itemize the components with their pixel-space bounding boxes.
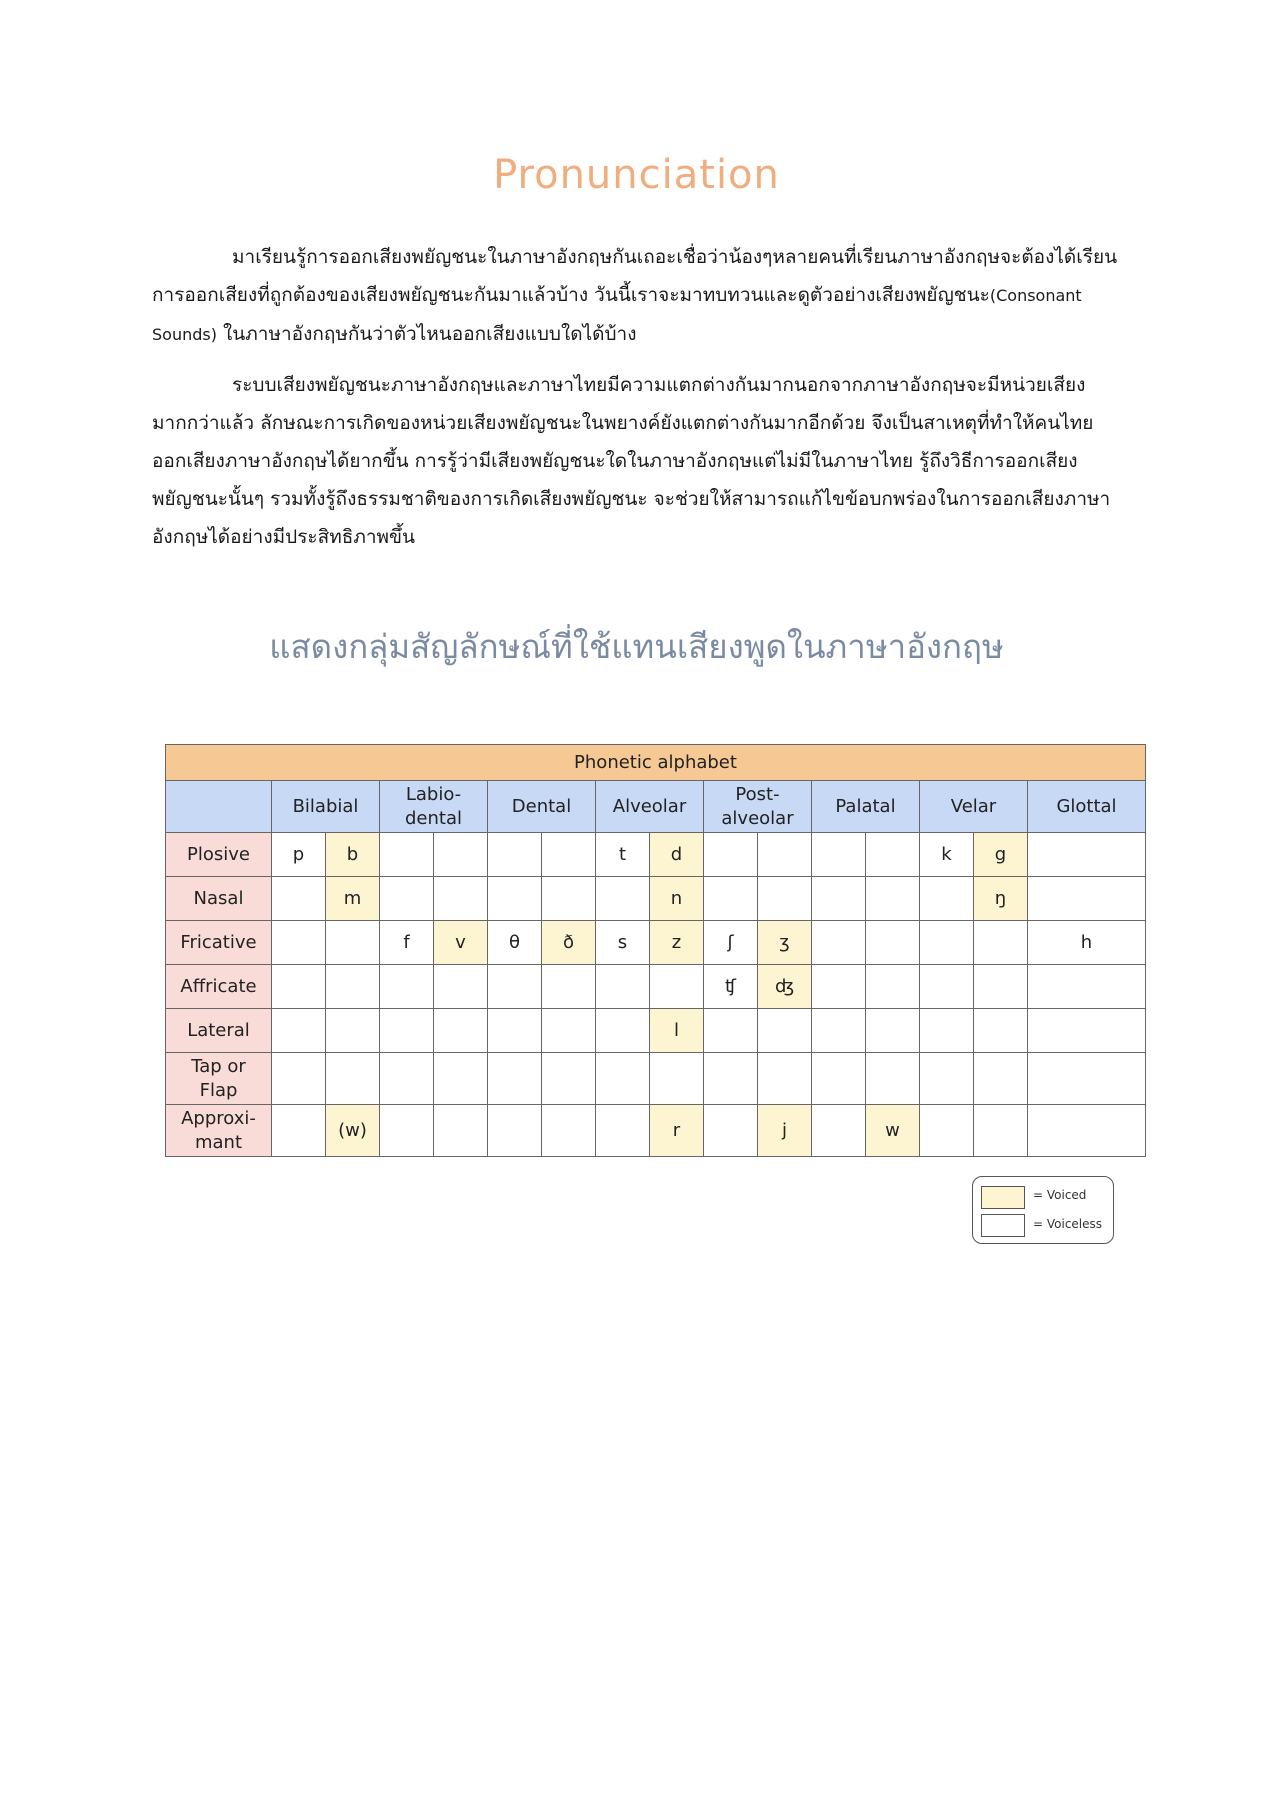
phoneme-cell: j [758, 1105, 812, 1157]
phoneme-cell [920, 1053, 974, 1105]
phoneme-cell [542, 1009, 596, 1053]
phoneme-cell: s [596, 921, 650, 965]
phoneme-cell [866, 877, 920, 921]
phoneme-cell: n [650, 877, 704, 921]
phoneme-cell: r [650, 1105, 704, 1157]
phoneme-cell [1028, 877, 1146, 921]
phoneme-cell [380, 1009, 434, 1053]
phoneme-cell [812, 1053, 866, 1105]
phoneme-cell [812, 1105, 866, 1157]
table-row [166, 965, 1146, 1009]
phoneme-cell: ʒ [758, 921, 812, 965]
phoneme-cell: (w) [326, 1105, 380, 1157]
phoneme-cell [920, 1105, 974, 1157]
table-title: Phonetic alphabet [166, 745, 1146, 781]
manner-label: Approxi- mant [166, 1105, 272, 1157]
phoneme-cell [272, 1009, 326, 1053]
phoneme-cell [434, 833, 488, 877]
intro-paragraph [152, 238, 1124, 354]
phoneme-cell [542, 965, 596, 1009]
phoneme-cell: ð [542, 921, 596, 965]
place-header: Velar [920, 781, 1028, 833]
manner-label: Affricate [166, 965, 272, 1009]
voiced-label: = Voiced [1033, 1188, 1087, 1202]
phoneme-cell [434, 965, 488, 1009]
phoneme-cell [596, 1105, 650, 1157]
phoneme-cell: b [326, 833, 380, 877]
phoneme-cell [704, 1105, 758, 1157]
consonant-sounds-term: (Consonant Sounds) [152, 286, 1082, 344]
phoneme-cell: g [974, 833, 1028, 877]
phoneme-cell [758, 877, 812, 921]
phoneme-cell [650, 1053, 704, 1105]
phoneme-cell [488, 877, 542, 921]
phoneme-cell: z [650, 921, 704, 965]
body-paragraph: ระบบเสียงพยัญชนะภาษาอังกฤษและภาษาไทยมีความแตกต่างกันมากนอกจากภาษาอังกฤษจะมีหน่วยเสียงมากกว่าแล้ว ลักษณะการเกิดของหน่วยเสียงพยัญชนะในพยางค์ยังแตกต่างกันมากอีกด้วย จึงเป็นสาเหตุที่ทำให้คนไทยออกเสียงภาษาอังกฤษได้ยากขึ้น การรู้ว่ามีเสียงพยัญชนะใดในภาษาอังกฤษแต่ไม่มีในภาษาไทย รู้ถึงวิธีการออกเสียงพยัญชนะนั้นๆ รวมทั้งรู้ถึงธรรมชาติของการเกิดเสียงพยัญชนะ จะช่วยให้สามารถแก้ไขข้อบกพร่องในการออกเสียงภาษาอังกฤษได้อย่างมีประสิทธิภาพขึ้น [152, 374, 1111, 548]
phoneme-cell [974, 1105, 1028, 1157]
phoneme-cell [380, 1105, 434, 1157]
manner-label: Fricative [166, 921, 272, 965]
voiceless-swatch [981, 1214, 1025, 1237]
phoneme-cell: v [434, 921, 488, 965]
phoneme-cell [434, 1105, 488, 1157]
phoneme-cell [596, 1053, 650, 1105]
phoneme-cell [812, 833, 866, 877]
phoneme-cell [596, 877, 650, 921]
phoneme-cell [866, 965, 920, 1009]
phoneme-cell [812, 965, 866, 1009]
phoneme-cell: m [326, 877, 380, 921]
place-header: Glottal [1028, 781, 1146, 833]
phoneme-cell [272, 1053, 326, 1105]
phoneme-cell [866, 833, 920, 877]
phonetic-alphabet-table [165, 744, 1146, 1157]
corner-cell [166, 781, 272, 833]
manner-label: Nasal [166, 877, 272, 921]
phoneme-cell [1028, 1053, 1146, 1105]
phoneme-cell [1028, 1009, 1146, 1053]
phoneme-cell [758, 833, 812, 877]
phoneme-cell [326, 965, 380, 1009]
phoneme-cell: k [920, 833, 974, 877]
phoneme-cell: w [866, 1105, 920, 1157]
phoneme-cell [974, 965, 1028, 1009]
phoneme-cell [326, 921, 380, 965]
phoneme-cell [542, 877, 596, 921]
phoneme-cell [650, 965, 704, 1009]
phoneme-cell [596, 965, 650, 1009]
phoneme-cell [1028, 1105, 1146, 1157]
table-row [166, 877, 1146, 921]
phoneme-cell: θ [488, 921, 542, 965]
phoneme-cell: p [272, 833, 326, 877]
phoneme-cell: ʧ [704, 965, 758, 1009]
phoneme-cell [704, 877, 758, 921]
phoneme-cell [974, 921, 1028, 965]
phoneme-cell [596, 1009, 650, 1053]
phoneme-cell: l [650, 1009, 704, 1053]
phoneme-cell [434, 1009, 488, 1053]
page-title: Pronunciation [493, 152, 780, 198]
phoneme-cell [812, 1009, 866, 1053]
phoneme-cell: ŋ [974, 877, 1028, 921]
phoneme-cell [704, 1053, 758, 1105]
place-header: Palatal [812, 781, 920, 833]
place-header-row [166, 781, 1146, 833]
phoneme-cell [488, 1009, 542, 1053]
intro-text-part2: ในภาษาอังกฤษกันว่าตัวไหนออกเสียงแบบใดได้บ้าง [216, 323, 637, 345]
manner-label: Tap or Flap [166, 1053, 272, 1105]
phoneme-cell [704, 833, 758, 877]
phoneme-cell: t [596, 833, 650, 877]
phoneme-cell [380, 877, 434, 921]
table-row [166, 1053, 1146, 1105]
phoneme-cell [542, 1105, 596, 1157]
phoneme-cell [704, 1009, 758, 1053]
phoneme-cell [488, 1053, 542, 1105]
phoneme-cell [812, 877, 866, 921]
phoneme-cell [920, 965, 974, 1009]
voiceless-label: = Voiceless [1033, 1217, 1103, 1231]
phoneme-cell: ʤ [758, 965, 812, 1009]
table-row [166, 833, 1146, 877]
phoneme-cell [542, 1053, 596, 1105]
phoneme-cell [272, 921, 326, 965]
phoneme-cell: ʃ [704, 921, 758, 965]
section-heading: แสดงกลุ่มสัญลักษณ์ที่ใช้แทนเสียงพูดในภาษาอังกฤษ [269, 627, 1004, 666]
phoneme-cell [488, 833, 542, 877]
phoneme-cell [488, 965, 542, 1009]
phoneme-cell [920, 1009, 974, 1053]
phoneme-cell [272, 1105, 326, 1157]
intro-text-part1: มาเรียนรู้การออกเสียงพยัญชนะในภาษาอังกฤษกันเถอะเชื่อว่าน้องๆหลายคนที่เรียนภาษาอังกฤษจะต้องได้เรียนการออกเสียงที่ถูกต้องของเสียงพยัญชนะกันมาแล้วบ้าง วันนี้เราจะมาทบทวนและดูตัวอย่างเสียงพยัญชนะ [152, 246, 1118, 306]
phoneme-cell [542, 833, 596, 877]
table-row [166, 1105, 1146, 1157]
phoneme-cell [272, 877, 326, 921]
phoneme-cell [866, 921, 920, 965]
place-header: Labio- dental [380, 781, 488, 833]
phoneme-cell [758, 1053, 812, 1105]
phoneme-cell [866, 1009, 920, 1053]
phoneme-cell [272, 965, 326, 1009]
phoneme-cell: h [1028, 921, 1146, 965]
phoneme-cell [758, 1009, 812, 1053]
phoneme-cell [380, 965, 434, 1009]
phoneme-cell [380, 1053, 434, 1105]
phoneme-cell: f [380, 921, 434, 965]
voicing-legend [972, 1176, 1114, 1244]
phoneme-cell [434, 1053, 488, 1105]
voiced-swatch [981, 1186, 1025, 1209]
manner-label: Plosive [166, 833, 272, 877]
phoneme-cell [1028, 833, 1146, 877]
phoneme-cell [920, 921, 974, 965]
phoneme-cell [380, 833, 434, 877]
table-row [166, 1009, 1146, 1053]
phoneme-cell [866, 1053, 920, 1105]
phoneme-cell [812, 921, 866, 965]
phoneme-cell [488, 1105, 542, 1157]
place-header: Dental [488, 781, 596, 833]
phoneme-cell [920, 877, 974, 921]
phoneme-cell [434, 877, 488, 921]
place-header: Post- alveolar [704, 781, 812, 833]
place-header: Alveolar [596, 781, 704, 833]
place-header: Bilabial [272, 781, 380, 833]
table-row [166, 921, 1146, 965]
phoneme-cell [1028, 965, 1146, 1009]
phoneme-cell [974, 1053, 1028, 1105]
phoneme-cell: d [650, 833, 704, 877]
manner-label: Lateral [166, 1009, 272, 1053]
phoneme-cell [974, 1009, 1028, 1053]
phoneme-cell [326, 1009, 380, 1053]
phoneme-cell [326, 1053, 380, 1105]
